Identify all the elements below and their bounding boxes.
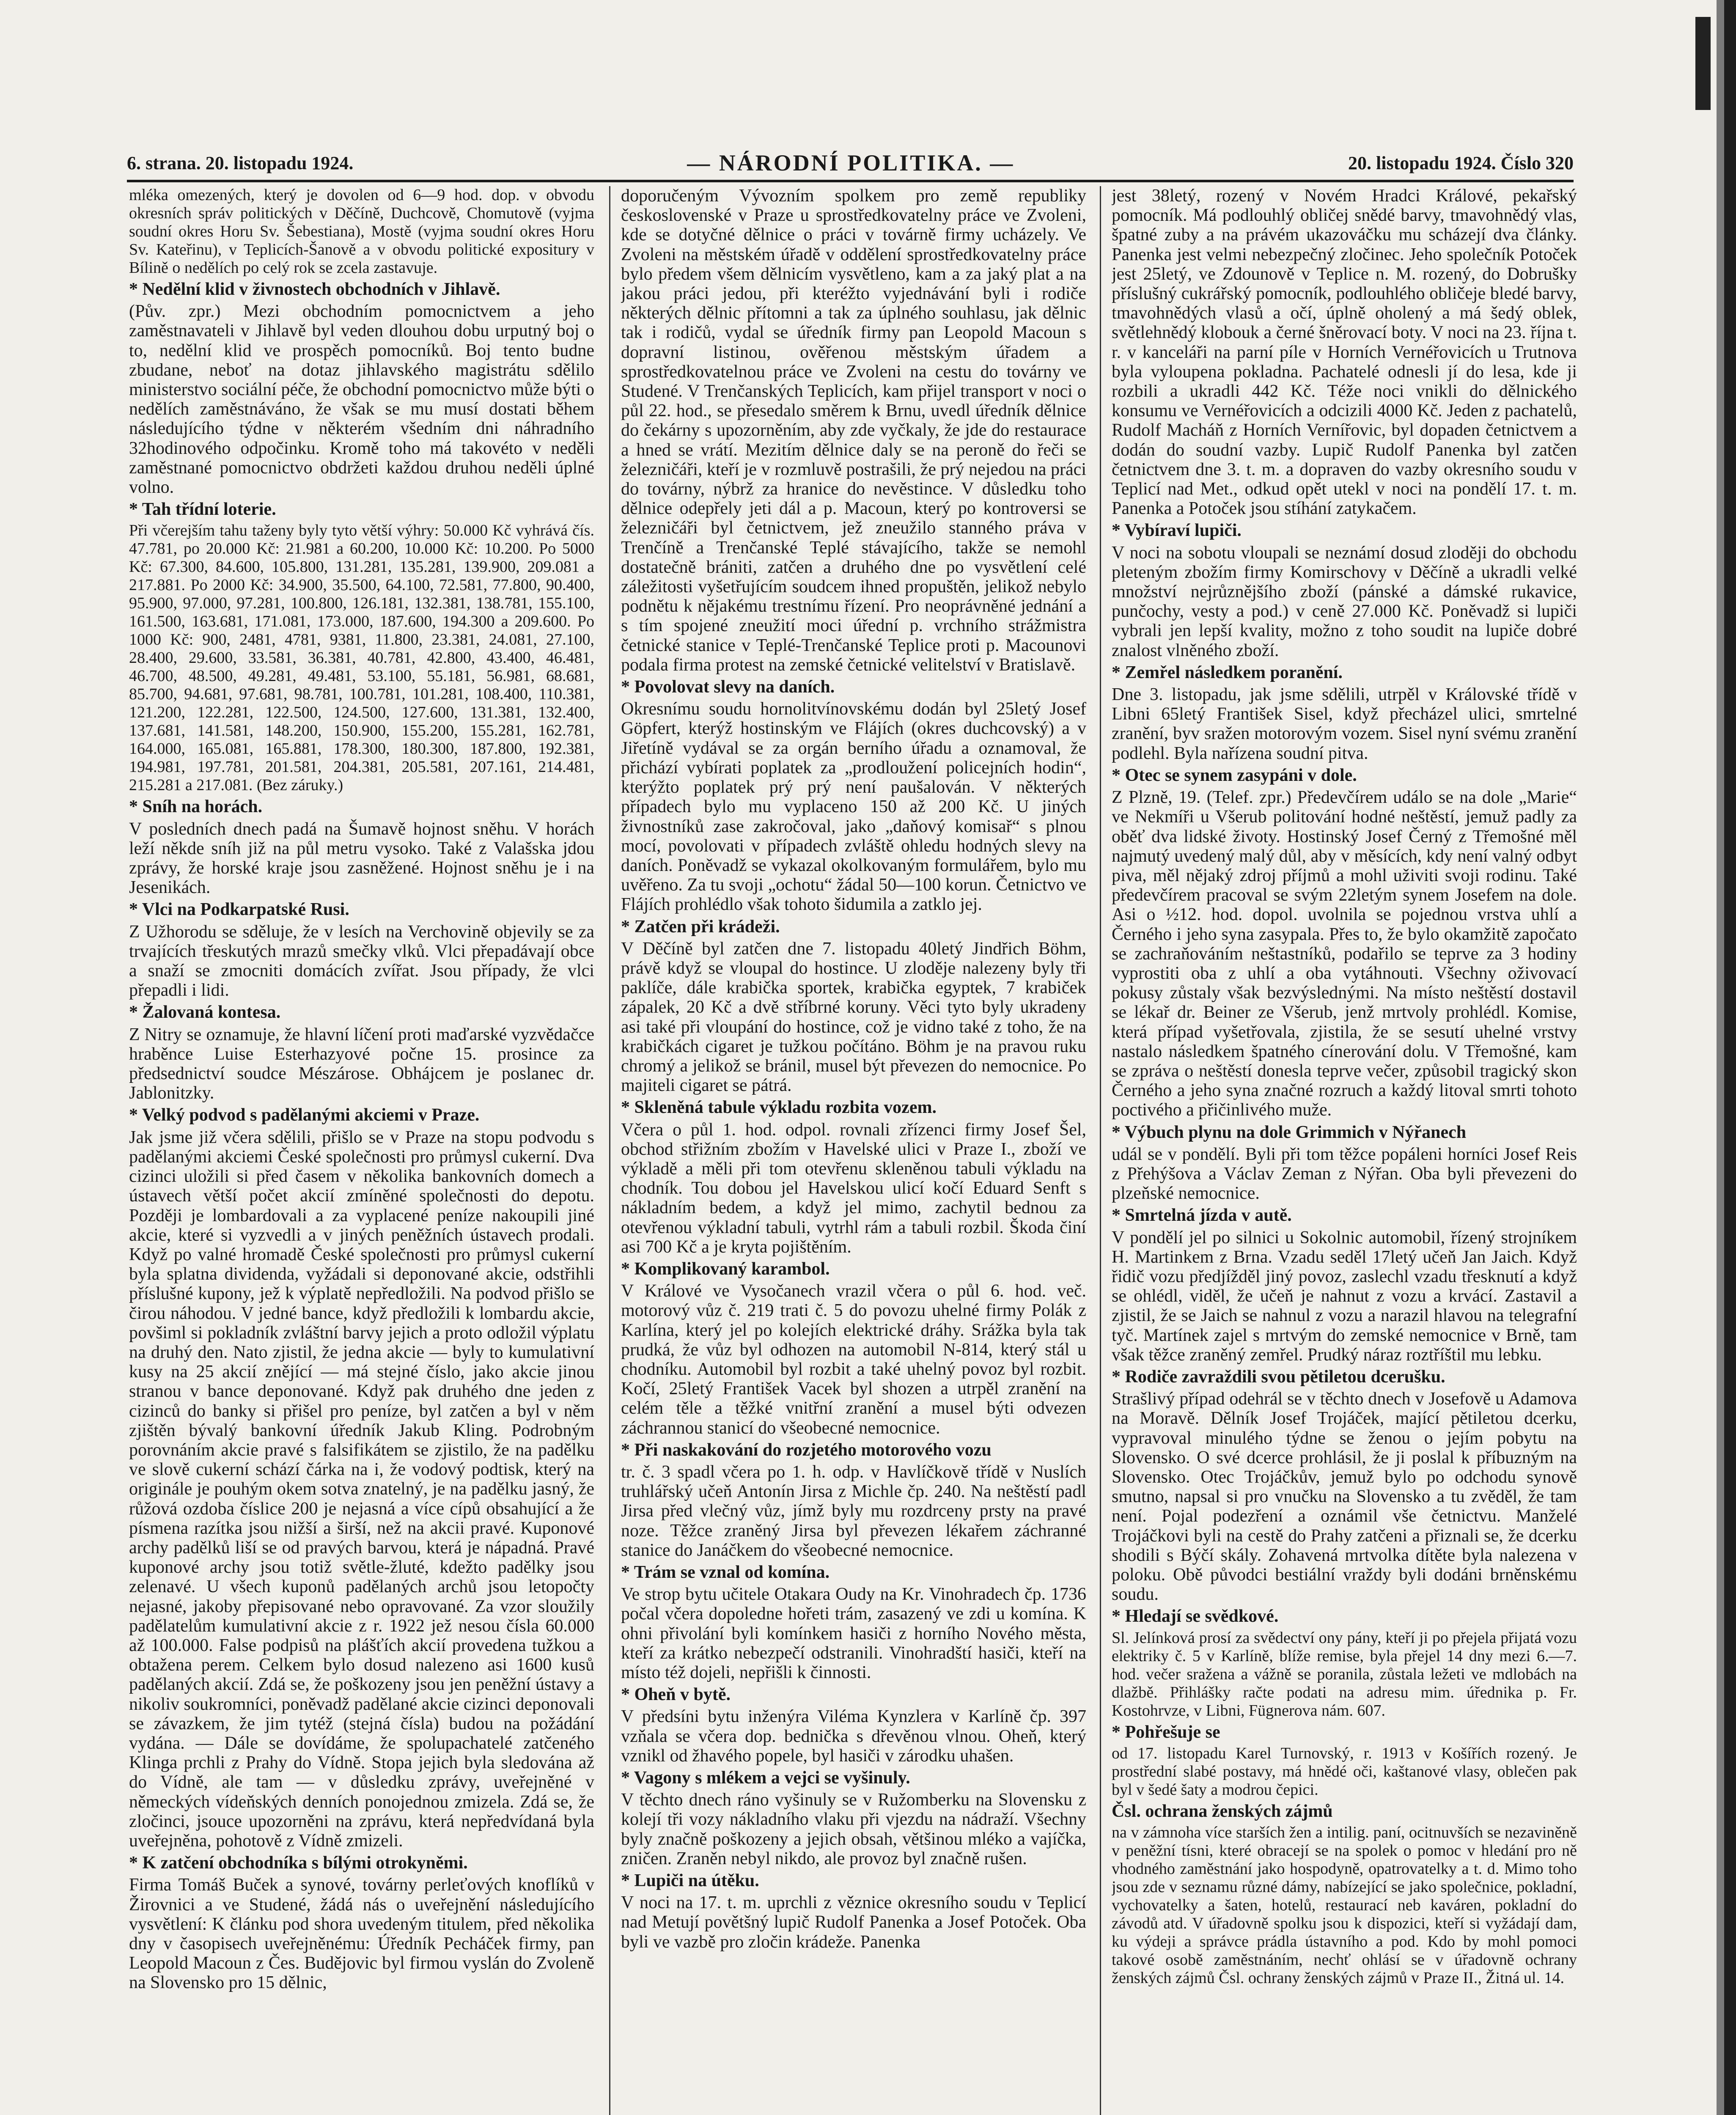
article-text: Firma Tomáš Buček a synové, továrny perleťových knoflíků v Žirovnici a ve Studené, žádá nás o uveřejnění následujícího vysvětlení: K článku pod shora uvedeným titulem, před několika dny v časopisech uveřejněnému: Úředník Pecháček firmy, pan Leopold Macoun z Čes. Budějovic byl firmou vyslán do Zvoleně na Slovensko pro 15 dělnic, bbox=[129, 1875, 594, 1993]
article-text: V noci na sobotu vloupali se neznámí dosud zloději do obchodu pleteným zbožím firmy Komirschovy v Děčíně a ukradli velké množství nejrůznějšího zboží (pánské a dámské rukavice, punčochy, vesty a pod.) v ceně 27.000 Kč. Poněvadž si lupiči vybrali jen lepší kvality, možno z toho soudit na lupiče dobré znalost vlněného zboží. bbox=[1112, 543, 1577, 660]
article-heading: * Rodiče zavraždili svou pětiletou dcerušku. bbox=[1112, 1367, 1445, 1387]
article-text: doporučeným Vývozním spolkem pro země republiky československé v Praze u sprostředkovatelny práce ve Zvoleni, kde se dotyčné dělnice o práci v továrně firmy ucházely. Ve Zvoleni na městském úřadě v oddělení sprostředkovatelny práce bylo předem všem dělnicím vysvětleno, kam a za jaký plat a na jakou práci jedou, při kteréžto vyjednávání byli i rodiče některých dělnic přítomni a tak za úplného souhlasu, jak dělnic tak i rodičů, vydal se úředník firmy pan Leopold Macoun s dopravní listinou, ověřenou městským úřadem a sprostředkovatelnou práce ve Zvoleni na cestu do továrny ve Studené. V Trenčanských Teplicích, kam přijel transport v noci o půl 22. hod., se přesedalo směrem k Brnu, uvedl úředník dělnice do čekárny s upozorněním, aby zde vyčkaly, že jde do restaurace a hned se vrátí. Mezitím dělnice daly se na peroně do řeči se železničáři, kteří je v rozmluvě postrašili, že prý nejedou na práci do továrny, nýbrž za hranice do nevěstince. V důsledku toho dělnice odepřely jeti dál a p. Macoun, který po kontroversi se železničáři byl četnictvem, jež zneužilo stanného práva v Trenčíně a Trenčanské Teplé stávajícího, takže se nemohl dostatečně brániti, zatčen a druhého dne po vysvětlení celé záležitosti vyšetřujícím soudcem ihned propuštěn, jelikož nebylo podnětu k nějakému trestnímu řízení. Pro neoprávněné jednání a s tím spojené zneužití moci úřední p. vrchního strážmistra četnické stanice v Teplé-Trenčanské Teplice proti p. Macounovi podala firma protest na zemské četnické velitelství v Bratislavě. bbox=[621, 186, 1086, 675]
article-text: Ve strop bytu učitele Otakara Oudy na Kr. Vinohradech čp. 1736 počal včera dopoledne hořeti trám, zasazený ve zdi u komína. K ohni přivolání byli komínkem hasiči z horního Nového města, kteří za krátko nebezpečí odstranili. Vinohradští hasiči, kteří na místo též dojeli, nepřišli k činnosti. bbox=[621, 1585, 1086, 1683]
article-text: mléka omezených, který je dovolen od 6—9 hod. dop. v obvodu okresních správ politických v Děčíně, Duchcově, Chomutově (vyjma soudní okres Horu Sv. Šebestiana), Mostě (vyjma soudní okres Horu Sv. Kateřinu), v Teplicích-Šanově a v obvodu politické expositury v Bílině o nedělích po celý rok se zcela zastavuje. bbox=[129, 186, 594, 277]
article-text: V Králové ve Vysočanech vrazil včera o půl 6. hod. več. motorový vůz č. 219 trati č. 5 do povozu uhelné firmy Polák z Karlína, který jel po kolejích elektrické dráhy. Srážka byla tak prudká, že vůz byl odhozen na automobil N-814, který stál u chodníku. Automobil byl rozbit a také uhelný povoz byl rozbit. Kočí, 25letý František Vacek byl shozen a utrpěl zranění na celém těle a těžké vnitřní zranění a musel býti odvezen záchrannou stanicí do všeobecné nemocnice. bbox=[621, 1281, 1086, 1438]
article-text: Sl. Jelínková prosí za svědectví ony pány, kteří ji po přejela přijatá vozu elektriky č. 5 v Karlíně, blíže remise, byla přejel 14 dny mezi 6.—7. hod. večer sražena a vážně se poranila, zůstala ležeti ve mdlobách na dlažbě. Přihlášky račte podati na adresu mim. úřednika p. Fr. Kostohrvze, v Libni, Fügnerova nám. 607. bbox=[1112, 1629, 1577, 1719]
header-right: 20. listopadu 1924. Číslo 320 bbox=[1348, 152, 1574, 173]
article-heading: * Povolovat slevy na daních. bbox=[621, 677, 835, 697]
article-text: Včera o půl 1. hod. odpol. rovnali zřízenci firmy Josef Šel, obchod střižním zbožím v Havelské ulici v Praze I., zboží ve výkladě a měli při tom otevřenu skleněnou tabuli výkladu na chodník. Tou dobou jel Havelskou ulicí kočí Eduard Senft s nákladním bedem, a když jel mimo, zachytil bednou za otevřenou výkladní tabuli, vytrhl rám a tabuli rozbil. Škoda činí asi 700 Kč a je kryta pojištěním. bbox=[621, 1120, 1086, 1257]
article-heading: * Oheň v bytě. bbox=[621, 1685, 731, 1705]
article-text: Jak jsme již včera sdělili, přišlo se v Praze na stopu podvodu s padělanými akciemi České společnosti pro průmysl cukerní. Dva cizinci uložili si před časem v několika bankovních domech a ústavech větší počet akcií zmíněné společnosti do depotu. Později je lombardovali a za vyplacené peníze nakoupili jiné akcie, které si vyzvedli a v jiných peněžních ústavech prodali. Když po valné hromadě České společnosti pro průmysl cukerní byla splatna dividenda, vyžádali si deponované akcie, odstřihli příslušné kupony, jež k výplatě nepředložili. Na podvod přišlo se čirou náhodou. V jedné bance, když předložili k lombardu akcie, povšiml si pokladník zvláštní barvy jejich a proto odložil výplatu na druhý den. Nato zjistil, že jedna akcie — byly to kumulativní kusy na 25 akcií znějící — má stejné číslo, jako akcie jinou stranou v bance deponované. Když pak druhého dne jeden z cizinců do banky si přišel pro peníze, byl zatčen a byl v něm zjištěn bývalý bankovní úředník Jakub Kling. Podrobným porovnáním akcie pravé s falsifikátem se zjistilo, že na padělku ve slově cukerní schází čárka na i, že vodový podtisk, který na originále je pouhým okem sotva znatelný, je na padělku jasný, že růžová ozdoba číslice 200 je nejasná a více cípů obsahující a že písmena razítka jsou nižší a širší, než na akcii pravé. Kuponové archy padělků liší se od pravých barvou, která je nápadná. Pravé kuponové archy jsou totiž světle-žluté, kdežto padělky jsou zelenavé. U všech kuponů padělaných archů jsou letopočty nejasné, jakoby přepisované nebo opravované. Za vzor sloužily padělatelům kumulativní akcie z r. 1922 jež nesou čísla 60.000 až 100.000. False podpisů na plášťích akcií provedena tužkou a obtažena perem. Celkem bylo dosud nalezeno asi 1600 kusů padělaných akcií. Zdá se, že poškozeny jsou jen peněžní ústavy a nikoliv soukromníci, poněvadž padělané akcie cizinci deponovali se závazkem, že jim tytéž (stejná čísla) budou na požádání vydána. — Dále se dovídáme, že spolupachatelé zatčeného Klinga prchli z Prahy do Vídně. Stopa jejich byla sledována až do Vídně, ale tam — v důsledku zprávy, uveřejněné v německých vídeňských denních ponojednou zmizela. Zdá se, že zločinci, jsouce upozorněni na zprávu, která nepředvídaná byla uveřejněna, pohotově z Vídně zmizeli. bbox=[129, 1127, 594, 1851]
article-heading: * Vybíraví lupiči. bbox=[1112, 521, 1242, 541]
column-divider bbox=[1100, 186, 1101, 2115]
article-heading: * Vagony s mlékem a vejci se vyšinuly. bbox=[621, 1768, 910, 1788]
column-2 bbox=[621, 186, 1086, 2115]
article-heading: * Skleněná tabule výkladu rozbita vozem. bbox=[621, 1098, 937, 1118]
article-text: Při včerejším tahu taženy byly tyto větší výhry: 50.000 Kč vyhrává čís. 47.781, po 20.000 Kč: 21.981 a 60.200, 10.000 Kč: 10.200. Po 5000 Kč: 67.300, 84.600, 105.800, 131.281, 135.281, 139.900, 209.081 a 217.881. Po 2000 Kč: 34.900, 35.500, 64.100, 72.581, 77.800, 90.400, 95.900, 97.000, 97.281, 100.800, 126.181, 132.381, 138.781, 155.100, 161.500, 163.681, 171.081, 173.000, 187.600, 194.300 a 209.600. Po 1000 Kč: 900, 2481, 4781, 9381, 11.800, 23.381, 24.081, 27.100, 28.400, 29.600, 33.581, 36.381, 40.781, 42.800, 43.400, 46.481, 46.700, 48.500, 49.281, 49.481, 53.100, 55.181, 56.981, 68.681, 85.700, 94.681, 97.681, 98.781, 100.781, 101.281, 108.400, 110.381, 121.200, 122.281, 122.500, 124.500, 127.600, 131.381, 132.400, 137.681, 141.581, 148.200, 150.900, 155.200, 155.281, 162.781, 164.000, 165.081, 165.881, 178.300, 180.300, 187.800, 192.381, 194.981, 197.781, 201.581, 204.381, 205.581, 207.161, 214.481, 215.281 a 217.081. (Bez záruky.) bbox=[129, 522, 594, 794]
article-text: udál se v pondělí. Byli při tom těžce popáleni horníci Josef Reis z Přehýšova a Václav Zeman z Nýřan. Oba byli převezeni do plzeňské nemocnice. bbox=[1112, 1144, 1577, 1203]
article-text: V posledních dnech padá na Šumavě hojnost sněhu. V horách leží někde sníh již na půl metru vysoko. Také z Valašska jdou zprávy, že horské kraje jsou zasněžené. Hojnost sněhu je i na Jesenikách. bbox=[129, 819, 594, 898]
article-text: jest 38letý, rozený v Novém Hradci Králové, pekařský pomocník. Má podlouhlý obličej snědé barvy, tmavohnědý vlas, špatné zuby a na právém ukazováčku mu scházejí dva články. Panenka jest velmi nebezpečný zločinec. Jeho společník Potoček jest 25letý, ve Zdounově v Teplice n. M. rozený, do Dobrušky příslušný cukrářský pomocník, podlouhlého obličeje bledé barvy, tmavohnědých vlasů a očí, úplně oholený a má šedý oblek, světlehnědý klobouk a černé šněrovací boty. V noci na 23. října t. r. v kanceláři na parní píle v Horních Vernéřovicích u Trutnova byla vyloupena pokladna. Pachatelé odnesli jí do lesa, kde ji rozbili a ukradli 442 Kč. Téže noci vnikli do dělnického konsumu ve Vernéřovicích a odcizili 4000 Kč. Jeden z pachatelů, Rudolf Macháň z Horních Vernířovic, byl dopaden četnictvem a dodán do soudní vazby. Lupič Rudolf Panenka byl zatčen četnictvem dne 3. t. m. a dopraven do vazby okresního soudu v Teplicí nad Met., odkud opět utekl v noci na pondělí 17. t. m. Panenka a Potoček jsou stíhání zatykačem. bbox=[1112, 186, 1577, 519]
article-text: V těchto dnech ráno vyšinuly se v Ružomberku na Slovensku z kolejí tři vozy nákladního vlaku při vjezdu na nádraží. Všechny byly značně poškozeny a jejich obsah, většinou mléko a vajíčka, zničen. Zraněn nebyl nikdo, ale provoz byl značně rušen. bbox=[621, 1790, 1086, 1868]
article-text: V předsíni bytu inženýra Viléma Kynzlera v Karlíně čp. 397 vzňala se včera dop. bednička s dřevěnou vlnou. Oheň, který vznikl od žhavého popele, byl hasiči v zárodku uhašen. bbox=[621, 1707, 1086, 1766]
article-text: Dne 3. listopadu, jak jsme sdělili, utrpěl v Královské třídě v Libni 65letý František Sisel, když přecházel ulici, smrtelné zranění, byv sražen motorovým vozem. Sisel nyní svému zranění podlehl. Byla nařízena soudní pitva. bbox=[1112, 685, 1577, 763]
article-text: V pondělí jel po silnici u Sokolnic automobil, řízený strojníkem H. Martinkem z Brna. Vzadu seděl 17letý učeň Jan Jaich. Když řidič vozu předjížděl jiný povoz, zaslechl vzadu třesknutí a když se ohlédl, viděl, že učeň je nahnut z vozu a krvácí. Zastavil a zjistil, že se Jaich se nahnul z vozu a narazil hlavou na telegrafní tyč. Martínek zajel s mrtvým do zemské nemocnice v Brně, tam však těžce zraněný zemřel. Prudký náraz roztříštil mu lebku. bbox=[1112, 1228, 1577, 1365]
article-heading: * Komplikovaný karambol. bbox=[621, 1259, 830, 1279]
article-heading: * Žalovaná kontesa. bbox=[129, 1003, 281, 1022]
article-text: Okresnímu soudu hornolitvínovskému dodán byl 25letý Josef Göpfert, kterýž hostinským ve Flájích (okres duchcovský) a v Jiřetíně vydával se za orgán berního úřadu a oznamoval, že přichází vybírati poplatek za „prodloužení policejních hodin“, kterýžto poplatek prý prý není paušalován. V některých případech bylo mu vyplaceno 150 až 200 Kč. U jiných živnostníků zase zakročoval, jako „daňový komisař“ s plnou mocí, povolovati v případech zvláště ohledu hodných slevy na daních. Poněvadž se vykazal okolkovaným formulářem, bylo mu uvěřeno. Za tu svoji „ochotu“ žádal 50—100 korun. Četnictvo ve Flájích prohlédlo však tohoto šidumila a zatklo jej. bbox=[621, 699, 1086, 915]
header-left: 6. strana. 20. listopadu 1924. bbox=[127, 152, 354, 173]
article-text: tr. č. 3 spadl včera po 1. h. odp. v Havlíčkově třídě v Nuslích truhlářský učeň Antonín Jirsa z Michle čp. 240. Na neštěstí padl Jirsa před vlečný vůz, jímž byly mu rozdrceny prsty na pravé noze. Těžce zraněný Jirsa byl převezen lékařem záchranné stanice do Janáčkem do všeobecné nemocnice. bbox=[621, 1462, 1086, 1560]
column-1 bbox=[129, 186, 594, 2115]
article-heading: * Zemřel následkem poranění. bbox=[1112, 662, 1343, 682]
article-heading: * Velký podvod s padělanými akciemi v Praze. bbox=[129, 1105, 480, 1125]
article-text: V noci na 17. t. m. uprchli z věznice okresního soudu v Teplicí nad Metují povětšný lupič Rudolf Panenka a Josef Potoček. Oba byli ve vazbě pro zločin krádeže. Panenka bbox=[621, 1893, 1086, 1952]
article-text: Z Užhorodu se sděluje, že v lesích na Verchovině objevily se za trvajících třeskutých mrazů smečky vlků. Vlci přepadávají obce a snaží se zmocniti domácích zvířat. Jsou případy, že vlci přepadli i lidi. bbox=[129, 922, 594, 1000]
scan-corner-mark bbox=[1695, 17, 1711, 110]
article-text: (Pův. zpr.) Mezi obchodním pomocnictvem a jeho zaměstnavateli v Jihlavě byl veden dlouhou dobu urputný boj o to, nedělní klid ve prospěch pomocníků. Boj tento budne zbudane, neboť na dotaz jihlavského magistrátu sdělilo ministerstvo sociální péče, že obchodní pomocnictvo může býti o nedělích zaměstnáváno, že však se mu musí dostati během následujícího týdne v některém všedním dni náhradního 32hodinového odpočinku. Kromě toho má takovéto v neděli zaměstnané pomocnictvo obdržeti každou druhou neděli úplné volno. bbox=[129, 302, 594, 497]
newspaper-title: — NÁRODNÍ POLITIKA. — bbox=[687, 150, 1015, 176]
article-text: od 17. listopadu Karel Turnovský, r. 1913 v Košířích rozený. Je prostřední slabé postavy, má hnědé oči, kaštanové vlasy, oblečen pak byl v šedé šaty a modrou čepici. bbox=[1112, 1744, 1577, 1799]
article-text: Z Plzně, 19. (Telef. zpr.) Předevčírem událo se na dole „Marie“ ve Nekmíři u Všerub politování hodné neštěstí, jemuž padly za oběť dva lidské životy. Hostinský Josef Černý z Třemošné měl najmutý uvedený malý důl, aby v měsících, kdy není valný odbyt piva, měl nějaký zdroj příjmů a mohl uživiti svoji rodinu. Také předevčírem pracoval se svým 22letým synem Josefem na dole. Asi o ½12. hod. dopol. uvolnila se pojednou vrstva uhlí a Černého i jeho syna zasypala. Přes to, že bylo okamžitě započato se zachraňováním neštastníků, podařilo se teprve za 3 hodiny vyprostiti oba z uhlí a oba vytáhnouti. Všechny oživovací pokusy zůstaly však bezvýslednými. Na místo neštěstí dostavil se lékař dr. Beiner ze Všerub, jenž mrtvoly prohlédl. Komise, která případ vyšetřovala, zjistila, že se sesutí uhelné vrstvy nastalo následkem špatného cínerování dolu. V Třemošné, kam se zpráva o neštěstí donesla teprve večer, způsobil tragický skon Černého a jeho syna značné rozruch a každý litoval smrti tohoto poctivého a přičinlivého muže. bbox=[1112, 788, 1577, 1120]
column-divider bbox=[609, 186, 610, 2115]
article-text: Z Nitry se oznamuje, že hlavní líčení proti maďarské vyzvědačce hraběnce Luise Esterhazyové počne 15. prosince za předsednictví soudce Mészárose. Obhájcem je poslanec dr. Jablonitzky. bbox=[129, 1025, 594, 1103]
article-text: na v zámnoha více starších žen a intilig. paní, ocitnuvších se nezaviněně v peněžní tísni, které obracejí se na spolek o pomoc v hledání pro ně vhodného zaměstnání jako hospodyně, opatrovatelky a t. d. Mimo toho jsou zde v seznamu různé dámy, nabízející se jako společnice, pokladní, vychovatelky a šaten, hotelů, restaurací neb kaváren, pokladní do závodů atd. V úřadovně spolku jsou k dispozici, kteří si vyžádají dam, ku výdeji a správce prádla ústavního a pod. Kdo by mohl pomoci takové osobě zaměstnáním, nechť ohlásí se v úřadovně ochrany ženských zájmů Čsl. ochrany ženských zájmů v Praze II., Žitná ul. 14. bbox=[1112, 1824, 1577, 1987]
column-3 bbox=[1112, 186, 1577, 2115]
article-heading: * K zatčení obchodníka s bílými otrokyněmi. bbox=[129, 1853, 468, 1873]
article-heading: * Zatčen při krádeži. bbox=[621, 917, 780, 937]
article-heading: * Při naskakování do rozjetého motorového vozu bbox=[621, 1440, 992, 1460]
article-heading: * Výbuch plynu na dole Grimmich v Nýřanech bbox=[1112, 1122, 1467, 1142]
article-heading: * Vlci na Podkarpatské Rusi. bbox=[129, 900, 349, 920]
article-heading: * Sníh na horách. bbox=[129, 797, 263, 817]
article-heading: * Nedělní klid v živnostech obchodních v Jihlavě. bbox=[129, 280, 500, 299]
article-heading: * Lupiči na útěku. bbox=[621, 1871, 759, 1891]
article-heading: Čsl. ochrana ženských zájmů bbox=[1112, 1801, 1333, 1821]
article-text: Strašlivý případ odehrál se v těchto dnech v Josefově u Adamova na Moravě. Dělník Josef Trojáček, mající pětiletou dcerku, vypravoval minulého týdne se ženou o jejím pobytu na Slovensko. O své dcerce prohlásil, že ji poslal k příbuzným na Slovensko. Otec Trojáčkův, jemuž bylo po odchodu synově smutno, napsal si pro vnučku na Slovensko a tu zvěděl, že tam není. Pojal podezření a oznámil vše četnictvu. Manželé Trojáčkovi byli na cestě do Prahy zatčeni a přiznali se, že dcerku shodili s Býčí skály. Zohavená mrtvolka dítěte byla nalezena v poloku. Obě původci bestiální vraždy byli dodáni brněnskému soudu. bbox=[1112, 1389, 1577, 1604]
page-header bbox=[127, 146, 1574, 180]
article-heading: * Smrtelná jízda v autě. bbox=[1112, 1206, 1292, 1225]
article-heading: * Otec se synem zasypáni v dole. bbox=[1112, 765, 1357, 785]
scan-border-gray bbox=[1717, 0, 1724, 2115]
article-text: V Děčíně byl zatčen dne 7. listopadu 40letý Jindřich Böhm, právě když se vloupal do hostince. U zloděje nalezeny byly tři paklíče, dále krabička sportek, krabička egyptek, 7 krabiček zápalek, 20 Kč a dvě stříbrné koruny. Věci tyto byly ukradeny asi také při vloupání do hostince, což je vidno také z toho, že na krabičkách cigaret je tužkou počítáno. Böhm je na pravou ruku chromý a jelikož se bránil, musel být převezen do nemocnice. Po majiteli cigaret se pátrá. bbox=[621, 939, 1086, 1096]
article-heading: * Trám se vznal od komína. bbox=[621, 1563, 830, 1582]
header-rule bbox=[127, 180, 1574, 182]
article-heading: * Pohřešuje se bbox=[1112, 1722, 1220, 1742]
scan-border-black bbox=[1724, 0, 1736, 2115]
article-heading: * Tah třídní loterie. bbox=[129, 500, 276, 519]
article-heading: * Hledají se svědkové. bbox=[1112, 1607, 1279, 1626]
